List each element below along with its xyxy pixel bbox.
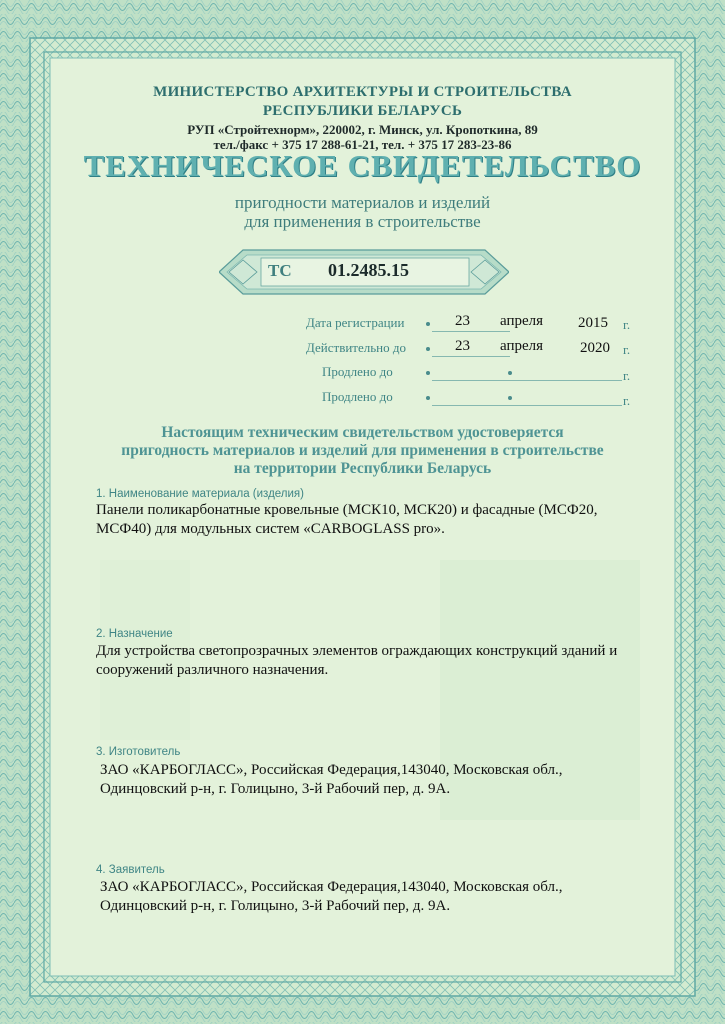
date-year-registration: 2015 (578, 315, 608, 331)
date-month-valid: апреля (500, 338, 544, 354)
date-dot (426, 347, 430, 351)
section-text-line: Одинцовский р-н, г. Голицыно, 3-й Рабочий пер, д. 9А. (100, 781, 451, 797)
date-suffix: г. (623, 368, 631, 383)
date-underline (432, 380, 622, 381)
date-label-extended-2: Продлено до (322, 389, 393, 404)
ministry-line-1: МИНИСТЕРСТВО АРХИТЕКТУРЫ И СТРОИТЕЛЬСТВА (153, 84, 572, 100)
section-label: 4. Заявитель (96, 864, 165, 876)
section-text-line: ЗАО «КАРБОГЛАСС», Российская Федерация,143040, Московская обл., (100, 879, 563, 895)
section-text-line: сооружений различного назначения. (96, 662, 329, 678)
section-text-line: ЗАО «КАРБОГЛАСС», Российская Федерация,143040, Московская обл., (100, 762, 563, 778)
date-label-extended-1: Продлено до (322, 364, 393, 379)
date-underline (432, 405, 622, 406)
date-dot (508, 396, 512, 400)
section-label: 2. Назначение (96, 628, 173, 640)
date-dot (426, 371, 430, 375)
date-suffix: г. (623, 317, 631, 332)
section-text-line: МСФ40) для модульных систем «CARBOGLASS pro». (96, 521, 445, 537)
subtitle-line-1: пригодности материалов и изделий (234, 193, 491, 212)
date-day-valid: 23 (455, 338, 470, 354)
date-suffix: г. (623, 393, 631, 408)
section-text-line: Панели поликарбонатные кровельные (МСК10, МСК20) и фасадные (МСФ20, (96, 502, 598, 518)
statement-line-3: на территории Республики Беларусь (233, 460, 492, 477)
date-day-underline (432, 331, 510, 332)
date-dot (426, 322, 430, 326)
section-text-line: Одинцовский р-н, г. Голицыно, 3-й Рабочий пер, д. 9А. (100, 898, 451, 914)
date-month-registration: апреля (500, 313, 544, 329)
address-line-2: тел./факс + 375 17 288-61-21, тел. + 375 17 283-23-86 (213, 137, 512, 152)
statement-line-1: Настоящим техническим свидетельством удостоверяется (161, 424, 564, 441)
document-title: ТЕХНИЧЕСКОЕ СВИДЕТЕЛЬСТВО (83, 148, 642, 183)
subtitle-line-2: для применения в строительстве (244, 212, 481, 231)
ministry-line-2: РЕСПУБЛИКИ БЕЛАРУСЬ (262, 103, 463, 119)
address-line-1: РУП «Стройтехнорм», 220002, г. Минск, ул. Кропоткина, 89 (187, 122, 538, 137)
date-day-registration: 23 (455, 313, 470, 329)
section-text-line: Для устройства светопрозрачных элементов ограждающих конструкций зданий и (96, 643, 618, 659)
date-year-valid: 2020 (580, 340, 610, 356)
statement-line-2: пригодность материалов и изделий для применения в строительстве (121, 442, 604, 459)
date-label-valid: Действительно до (306, 340, 406, 355)
date-dot (508, 371, 512, 375)
date-day-underline (432, 356, 510, 357)
certificate-prefix: ТС (268, 261, 292, 280)
section-label: 1. Наименование материала (изделия) (96, 488, 304, 500)
certificate-number: 01.2485.15 (328, 260, 409, 280)
date-suffix: г. (623, 342, 631, 357)
date-dot (426, 396, 430, 400)
section-label: 3. Изготовитель (96, 746, 181, 758)
date-label-registration: Дата регистрации (306, 315, 405, 330)
